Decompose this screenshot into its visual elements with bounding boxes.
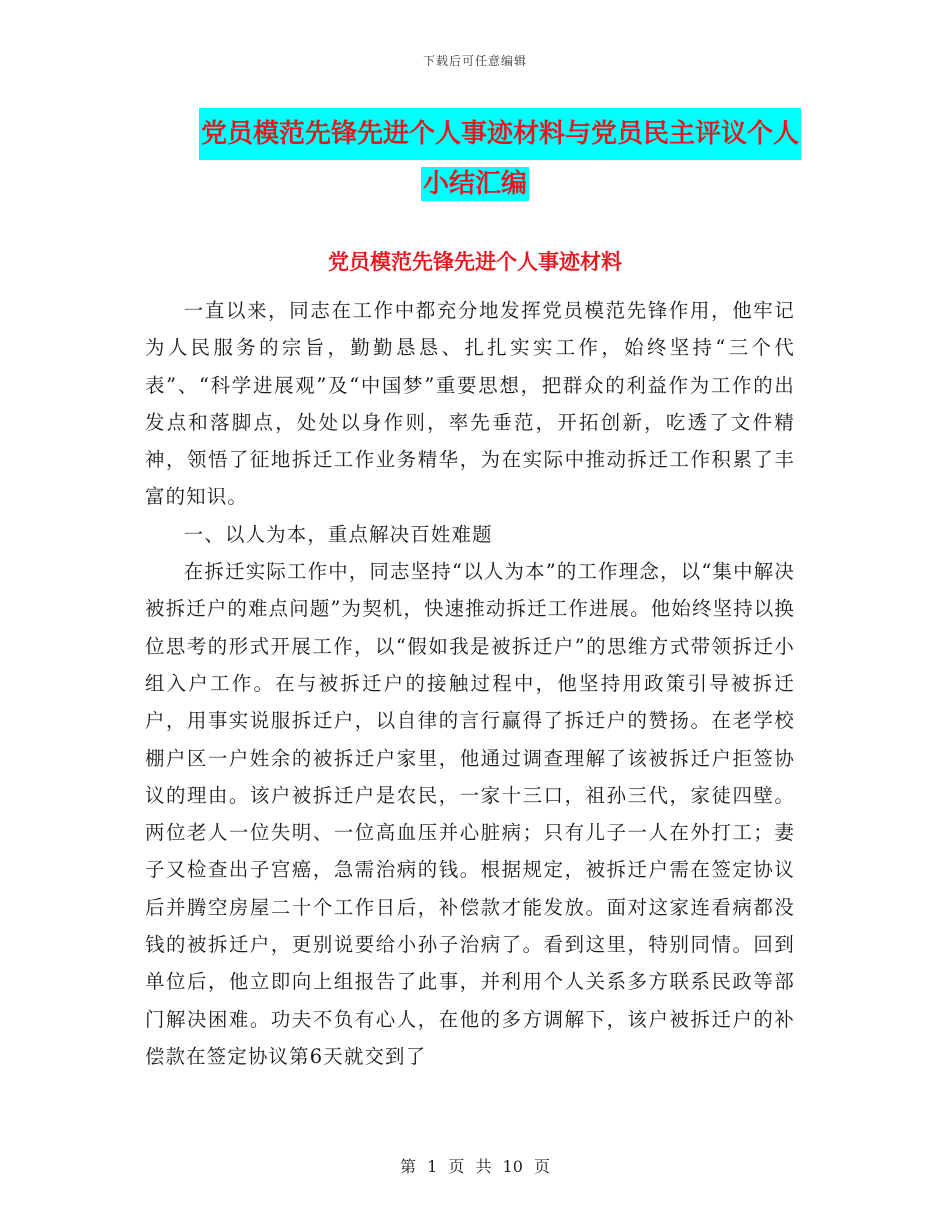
- document-body: [145, 292, 795, 1075]
- page-header-note: 下载后可任意编辑: [422, 54, 527, 68]
- body-paragraph-story: 在拆迁实际工作中，同志坚持“以人为本”的工作理念，以“集中解决被拆迁户的难点问题”为契机，快速推动拆迁工作进展。他始终坚持以换位思考的形式开展工作，以“假如我是被拆迁户”的思维方式带领拆迁小组入户工作。在与被拆迁户的接触过程中，他坚持用政策引导被拆迁户，用事实说服拆迁户，以自律的言行赢得了拆迁户的赞扬。在老学校棚户区一户姓余的被拆迁户家里，他通过调查理解了该被拆迁户拒签协议的理由。该户被拆迁户是农民，一家十三口，祖孙三代，家徒四壁。两位老人一位失明、一位高血压并心脏病；只有儿子一人在外打工；妻子又检查出子宫癌，急需治病的钱。根据规定，被拆迁户需在签定协议后并腾空房屋二十个工作日后，补偿款才能发放。面对这家连看病都没钱的被拆迁户，更别说要给小孙子治病了。看到这里，特别同情。回到单位后，他立即向上组报告了此事，并利用个人关系多方联系民政等部门解决困难。功夫不负有心人，在他的多方调解下，该户被拆迁户的补偿款在签定协议第6天就交到了: [145, 560, 795, 1068]
- body-subheading-1: 一、以人为本，重点解决百姓难题: [183, 522, 493, 546]
- document-title-line-1: 党员模范先锋先进个人事迹材料与党员民主评议个人: [199, 108, 801, 160]
- page-number-footer: 第 1 页 共 10 页: [400, 1157, 550, 1176]
- document-title-line-2: 小结汇编: [422, 169, 527, 199]
- body-paragraph-intro: 一直以来，同志在工作中都充分地发挥党员模范先锋作用，他牢记为人民服务的宗旨，勤勤恳恳、扎扎实实工作，始终坚持“三个代表”、“科学进展观”及“中国梦”重要思想，把群众的利益作为工作的出发点和落脚点，处处以身作则，率先垂范，开拓创新，吃透了文件精神，领悟了征地拆迁工作业务精华，为在实际中推动拆迁工作积累了丰富的知识。: [145, 299, 795, 509]
- section-title: 党员模范先锋先进个人事迹材料: [328, 250, 622, 274]
- document-title: [0, 108, 950, 208]
